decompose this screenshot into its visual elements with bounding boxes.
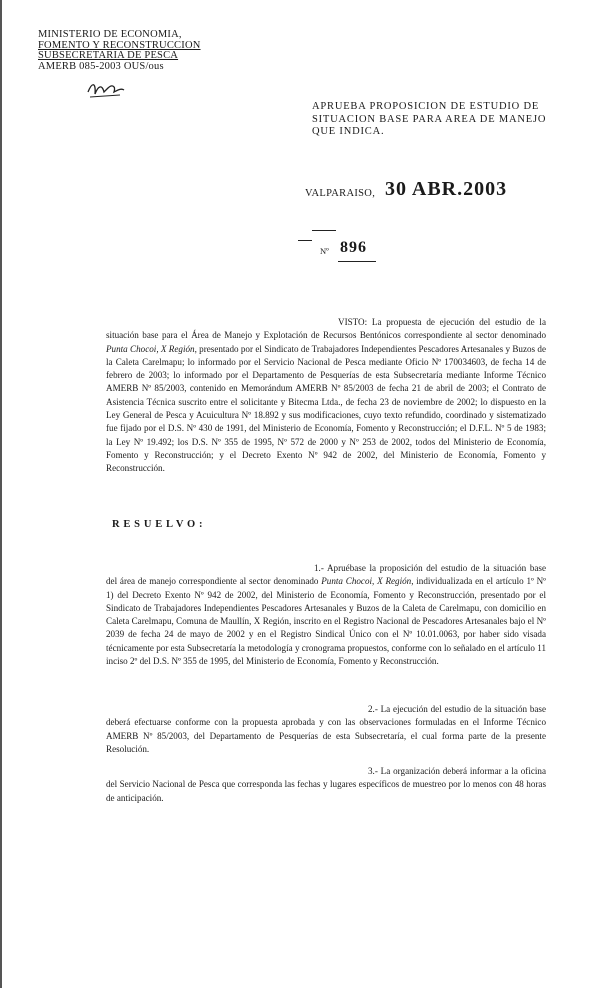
visto-lead: VISTO: bbox=[338, 317, 368, 327]
visto-sector: Punta Chocoi, X Región bbox=[106, 343, 195, 354]
number-dash bbox=[312, 230, 336, 231]
number-line bbox=[298, 240, 312, 241]
scan-edge-line bbox=[0, 0, 2, 988]
point-1-sector: Punta Chocoi, X Región bbox=[321, 576, 412, 587]
date-stamp: 30 ABR.2003 bbox=[385, 178, 508, 200]
visto-paragraph bbox=[106, 316, 546, 476]
header-line-2: FOMENTO Y RECONSTRUCCION bbox=[38, 39, 201, 51]
point-1-text-1: 1.- Apruébase la proposición del estudio de la situación base del área de manejo correspondiente al sector denominado bbox=[106, 563, 546, 587]
resolution-subject: APRUEBA PROPOSICION DE ESTUDIO DE SITUACION BASE PARA AREA DE MANEJO QUE INDICA. bbox=[312, 101, 547, 137]
resolution-point-1 bbox=[106, 562, 546, 668]
resolution-number: 896 bbox=[340, 239, 367, 256]
resolution-point-3 bbox=[106, 765, 546, 805]
ministry-header bbox=[38, 30, 201, 72]
point-1-text-2: , individualizada en el artículo 1º Nº 1) del Decreto Exento Nº 942 de 2002, del Ministerio de Economía, Fomento y Reconstrucción, presentado por el Sindicato de Trabajadores Independientes Pescadores Artesanales y Buzos de la Caleta de Carelmapu, con domicilio en Caleta Carelmapu, Comuna de Maullín, X Región, inscrito en el Registro Nacional de Pescadores Artesanales bajo el Nº 2039 de fecha 24 de mayo de 2002 y en el Registro Sindical Único con el Nº 10.01.0063, por haber sido visada técnicamente por esta Subsecretaría la metodología y cronograma propuestos, conforme con lo señalado en el artículo 11 inciso 2º del D.S. Nº 355 de 1995, del Ministerio de Economía, Fomento y Reconstrucción. bbox=[106, 576, 546, 667]
point-3-text: 3.- La organización deberá informar a la oficina del Servicio Nacional de Pesca que corresponda las fechas y lugares específicos de muestreo por lo menos con 48 horas de anticipación. bbox=[106, 766, 546, 803]
header-line-4: AMERB 085-2003 OUS/ous bbox=[38, 60, 164, 72]
handwritten-initials bbox=[86, 78, 126, 100]
header-line-3: SUBSECRETARIA DE PESCA bbox=[38, 50, 179, 61]
visto-text-2: , presentado por el Sindicato de Trabajadores Independientes Pescadores Artesanales y Buzos de la Caleta Carelmapu; lo informado por el Servicio Nacional de Pesca mediante Oficio Nº 170034603, de fecha 14 de febrero de 2003; lo informado por el Departamento de Pesquerías de esta Subsecretaría mediante Informe Técnico AMERB Nº 85/2003, contenido en Memorándum AMERB Nº 85/2003 de fecha 21 de abril de 2003; el Contrato de Asistencia Técnica suscrito entre el solicitante y Bitecma Ltda., de fecha 23 de noviembre de 2002; lo dispuesto en la Ley General de Pesca y Acuicultura Nº 18.892 y sus modificaciones, cuyo texto refundido, coordinado y sistematizado fue fijado por el D.S. Nº 430 de 1991, del Ministerio de Economía, Fomento y Reconstrucción; el D.F.L. Nº 5 de 1983; la Ley Nº 19.492; los D.S. Nº 355 de 1995, Nº 572 de 2000 y Nº 253 de 2002, todos del Ministerio de Economía, Fomento y Reconstrucción; y el Decreto Exento Nº 942 de 2002, del Ministerio de Economía, Fomento y Reconstrucción. bbox=[106, 343, 546, 474]
place-label: VALPARAISO, bbox=[305, 188, 376, 199]
point-2-text: 2.- La ejecución del estudio de la situación base deberá efectuarse conforme con la propuesta aprobada y con las observaciones formuladas en el Informe Técnico AMERB Nº 85/2003, del Departamento de Pesquerías de esta Subsecretaría, el cual forma parte de la presente Resolución. bbox=[106, 704, 546, 754]
resolution-point-2 bbox=[106, 703, 546, 756]
resuelvo-heading: RESUELVO: bbox=[112, 519, 207, 530]
number-underline bbox=[338, 261, 376, 262]
visto-text-1: La propuesta de ejecución del estudio de la situación base para el Área de Manejo y Explotación de Recursos Bentónicos correspondiente al sector denominado bbox=[106, 317, 546, 341]
number-label: Nº bbox=[320, 246, 329, 256]
header-line-1: MINISTERIO DE ECONOMIA, bbox=[38, 29, 182, 40]
